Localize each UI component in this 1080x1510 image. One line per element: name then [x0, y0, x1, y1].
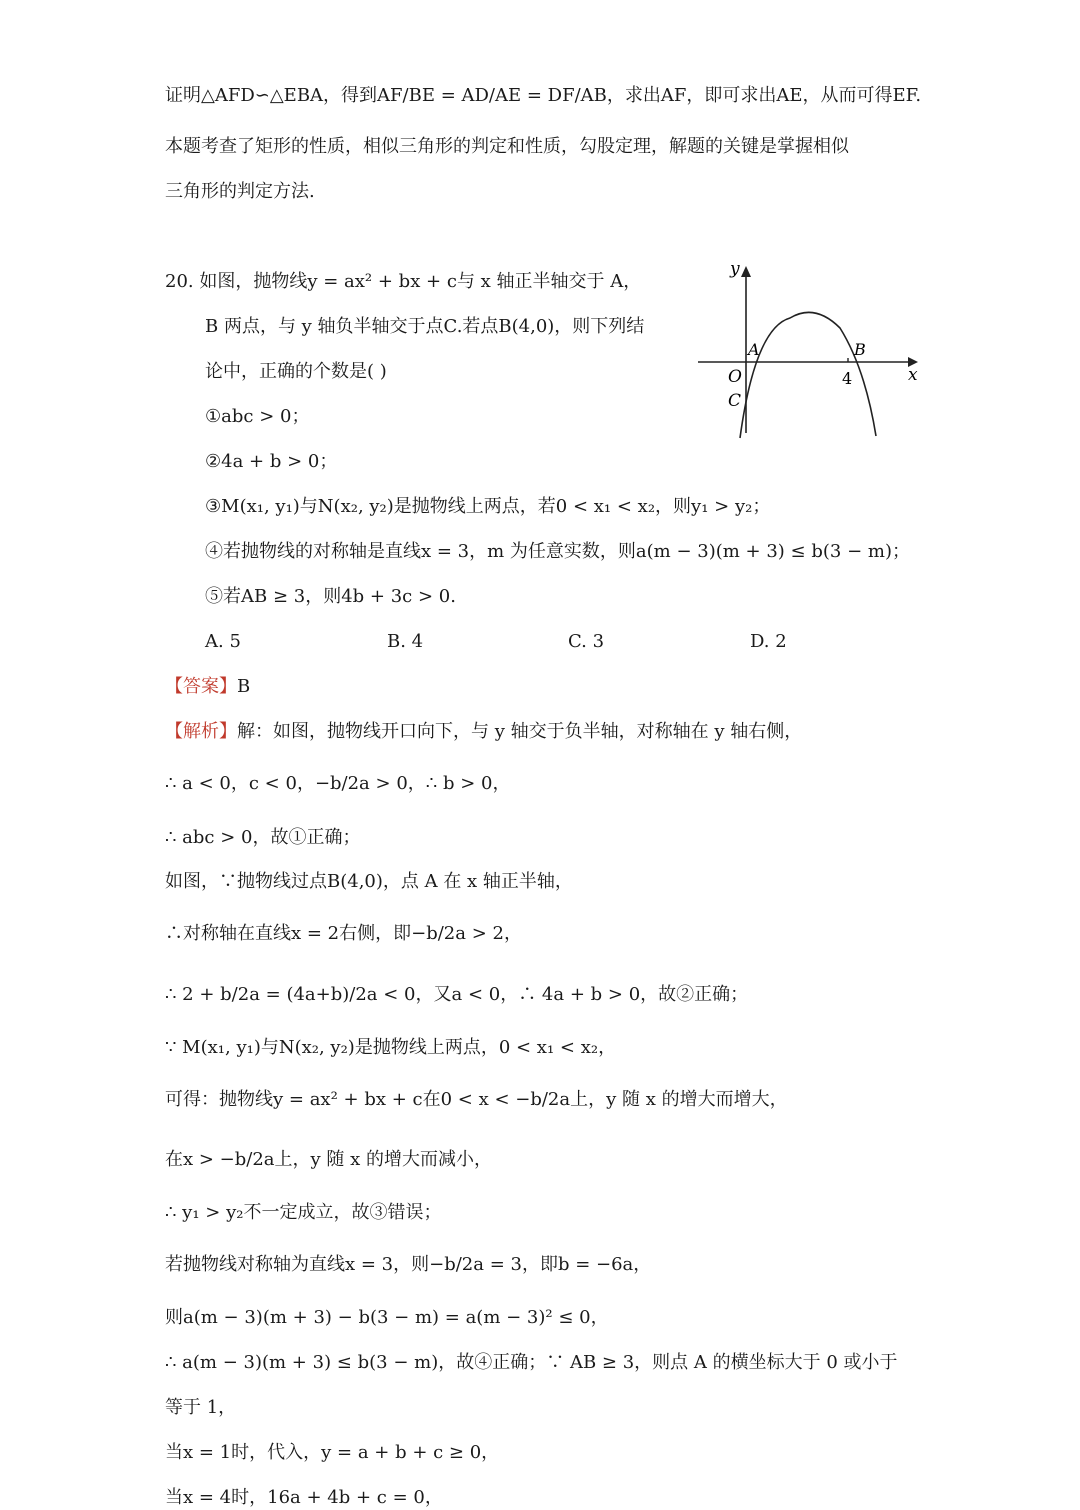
- proof-summary-line: 证明△AFD∽△EBA，得到AF/BE = AD/AE = DF/AB，求出AF，即可求出AE，从而可得EF.: [165, 85, 922, 106]
- option-c: C. 3: [568, 631, 605, 652]
- tick-4-label: 4: [842, 369, 853, 388]
- question-stem-line-2: B 两点，与 y 轴负半轴交于点C.若点B(4,0)，则下列结: [205, 316, 645, 337]
- statement-2: ②4a + b > 0；: [205, 451, 338, 472]
- question-stem-line-1: 20. 如图，抛物线y = ax² + bx + c与 x 轴正半轴交于 A，: [165, 271, 642, 292]
- parabola-figure: [690, 258, 930, 458]
- analysis-line-4: 如图，∵抛物线过点B(4,0)，点 A 在 x 轴正半轴，: [165, 871, 573, 892]
- analysis-line-3: ∴ abc > 0，故①正确；: [165, 827, 361, 848]
- statement-3: ③M(x₁, y₁)与N(x₂, y₂)是抛物线上两点，若0 < x₁ < x₂，则y₁ > y₂；: [205, 496, 771, 517]
- analysis-line-11: 若抛物线对称轴为直线x = 3，则−b/2a = 3，即b = −6a，: [165, 1254, 652, 1275]
- option-a: A. 5: [205, 631, 241, 652]
- analysis-line-13: ∴ a(m − 3)(m + 3) ≤ b(3 − m)，故④正确；∵ AB ≥ 3，则点 A 的横坐标大于 0 或小于: [165, 1352, 898, 1373]
- statement-5: ⑤若AB ≥ 3，则4b + 3c > 0.: [205, 586, 456, 607]
- analysis-line-7: ∵ M(x₁, y₁)与N(x₂, y₂)是抛物线上两点，0 < x₁ < x₂，: [165, 1037, 617, 1058]
- analysis-line-5: ∴对称轴在直线x = 2右侧，即−b/2a > 2，: [165, 923, 522, 944]
- analysis-line-14: 等于 1，: [165, 1397, 237, 1418]
- analysis-line-2: ∴ a < 0，c < 0，−b/2a > 0，∴ b > 0，: [165, 773, 511, 794]
- review-line-continued: 三角形的判定方法.: [165, 181, 315, 202]
- analysis-line-1: [165, 720, 802, 744]
- review-line: 本题考查了矩形的性质，相似三角形的判定和性质，勾股定理，解题的关键是掌握相似: [165, 136, 849, 157]
- answer-line: [165, 675, 250, 699]
- answer-tag: 【答案】: [165, 676, 237, 697]
- option-d: D. 2: [750, 631, 787, 652]
- y-axis-label: y: [730, 259, 740, 279]
- point-c-label: C: [728, 391, 742, 411]
- answer-value: B: [237, 676, 251, 697]
- analysis-line-6: ∴ 2 + b/2a = (4a+b)/2a < 0，又a < 0，∴ 4a + b > 0，故②正确；: [165, 984, 749, 1005]
- statement-4: ④若抛物线的对称轴是直线x = 3，m 为任意实数，则a(m − 3)(m + 3) ≤ b(3 − m)；: [205, 541, 910, 562]
- point-b-label: B: [854, 340, 866, 359]
- analysis-line-8: 可得：抛物线y = ax² + bx + c在0 < x < −b/2a上，y 随 x 的增大而增大，: [165, 1089, 788, 1110]
- analysis-line-16: 当x = 4时，16a + 4b + c = 0，: [165, 1487, 443, 1508]
- origin-label: O: [728, 367, 742, 387]
- analysis-tag: 【解析】: [165, 721, 237, 742]
- analysis-line-9: 在x > −b/2a上，y 随 x 的增大而减小，: [165, 1149, 493, 1170]
- analysis-text: 解：如图，抛物线开口向下，与 y 轴交于负半轴，对称轴在 y 轴右侧，: [237, 721, 803, 742]
- statement-1: ①abc > 0；: [205, 406, 310, 427]
- parabola-curve: [740, 312, 876, 438]
- option-b: B. 4: [387, 631, 424, 652]
- x-axis-label: x: [908, 365, 918, 385]
- analysis-line-12: 则a(m − 3)(m + 3) − b(3 − m) = a(m − 3)² ≤ 0，: [165, 1307, 609, 1328]
- analysis-line-10: ∴ y₁ > y₂不一定成立，故③错误；: [165, 1202, 442, 1223]
- y-axis-arrow: [741, 266, 751, 277]
- analysis-line-15: 当x = 1时，代入，y = a + b + c ≥ 0，: [165, 1442, 500, 1463]
- point-a-label: A: [748, 340, 760, 359]
- question-stem-line-3: 论中，正确的个数是( ): [205, 361, 387, 382]
